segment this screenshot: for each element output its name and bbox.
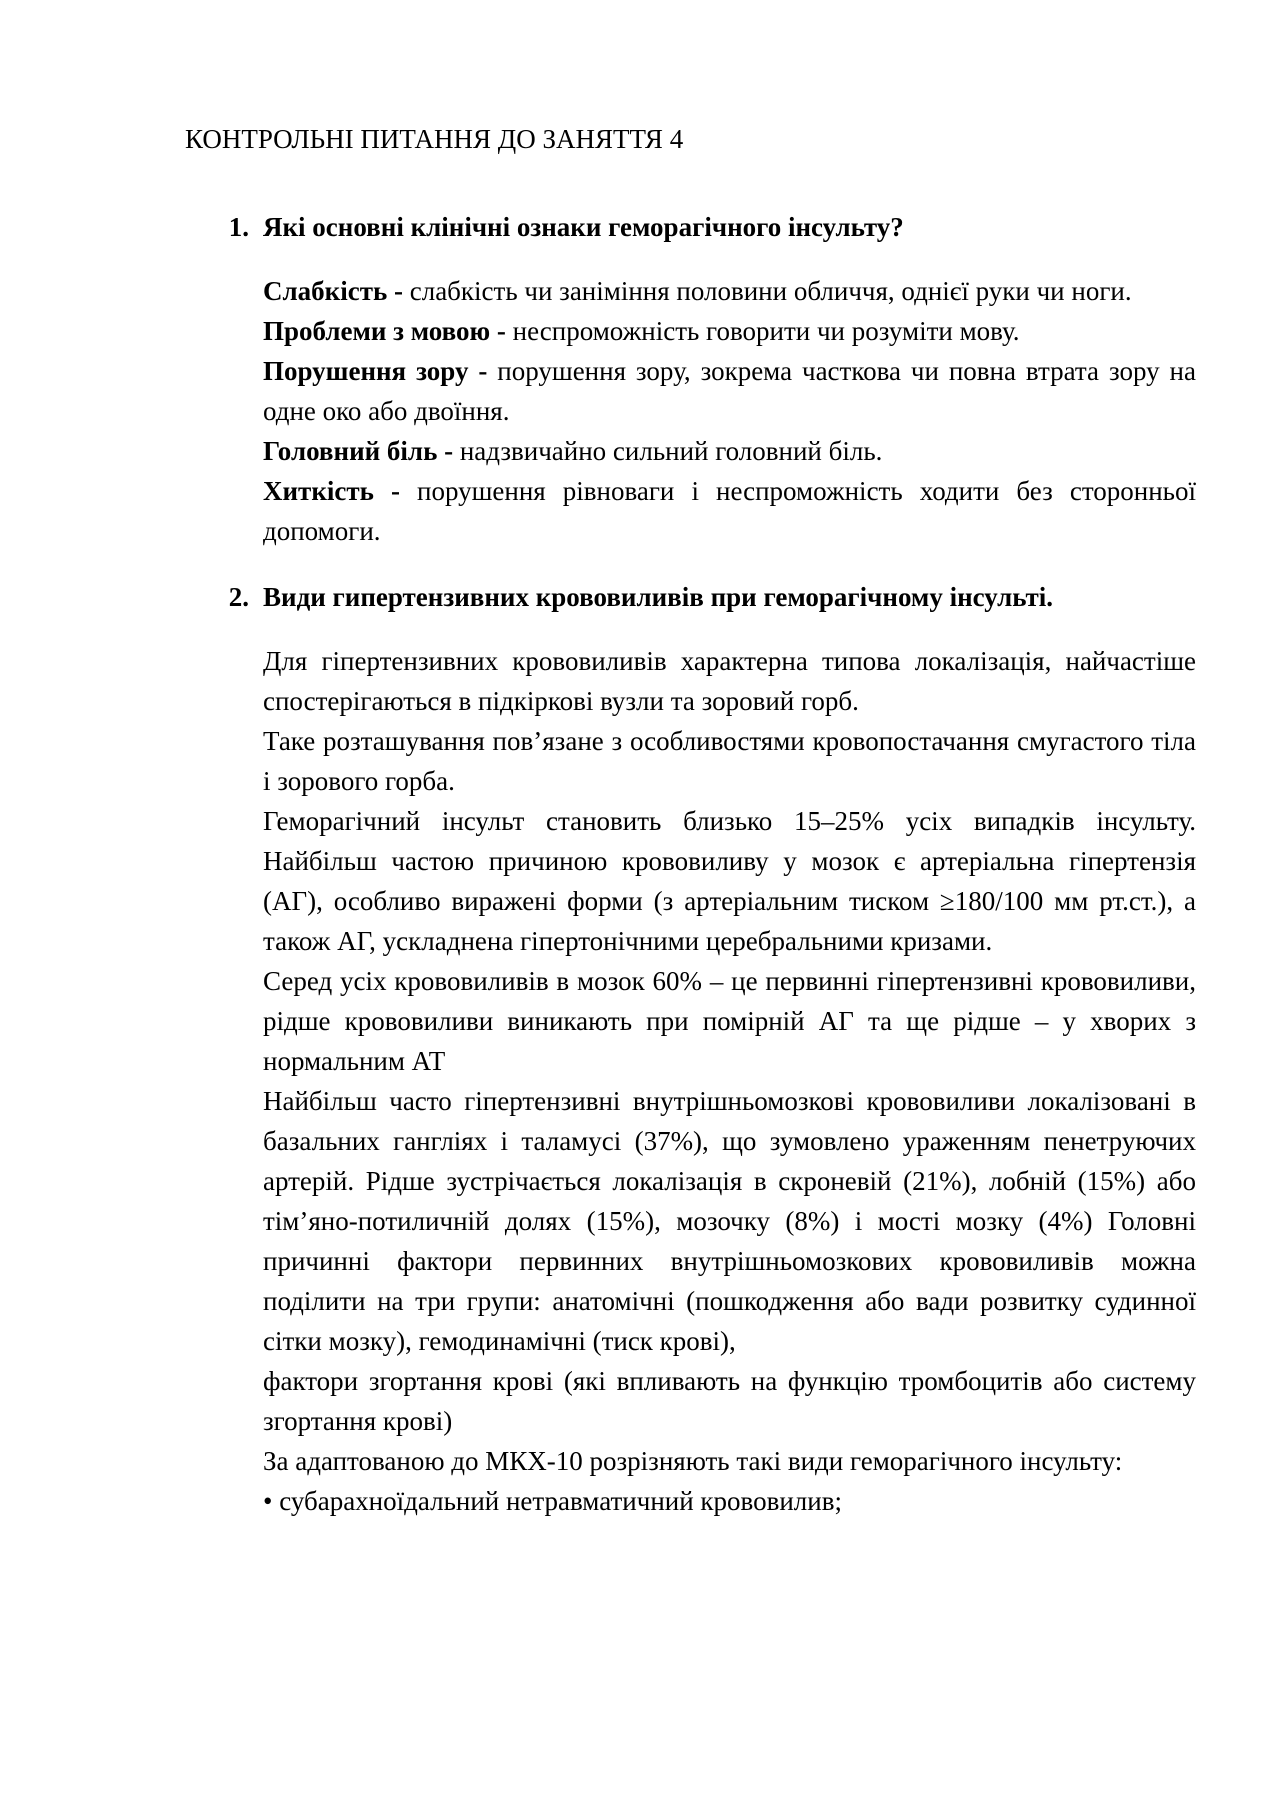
symptom-paragraph (263, 471, 1196, 551)
answer-paragraph: За адаптованою до МКХ-10 розрізняють такі види геморагічного інсульту: (263, 1446, 1123, 1476)
question-text: Які основні клінічні ознаки геморагічного інсульту? (263, 212, 904, 242)
question-1 (185, 207, 1196, 551)
answer-paragraph: фактори згортання крові (які впливають на функцію тромбоцитів або систему згортання крові) (263, 1366, 1196, 1436)
answer-1 (263, 271, 1196, 551)
question-2 (185, 577, 1196, 1521)
symptom-term: Проблеми з мовою - (263, 316, 506, 346)
questions-list (185, 207, 1196, 1521)
question-text: Види гипертензивних крововиливів при геморагічному інсульті. (263, 582, 1054, 612)
answer-paragraph: Таке розташування пов’язане з особливостями кровопостачання смугастого тіла і зорового горба. (263, 726, 1196, 796)
symptom-paragraph (263, 351, 1196, 431)
answer-paragraph: Найбільш часто гіпертензивні внутрішньомозкові крововиливи локалізовані в базальних гангліях і таламусі (37%), що зумовлено ураженням пенетруючих артерій. Рідше зустрічається локалізація в скроневій (21%), лобній (15%) або тім’яно-потиличній долях (15%), мозочку (8%) і мості мозку (4%) Головні причинні фактори первинних внутрішньомозкових крововиливів можна поділити на три групи: анатомічні (пошкодження або вади розвитку судинної сітки мозку), гемодинамічні (тиск крові), (263, 1086, 1196, 1356)
symptom-text: слабкість чи заніміння половини обличчя, однієї руки чи ноги. (402, 276, 1132, 306)
question-number: 1. (228, 212, 249, 242)
symptom-text: порушення рівноваги і неспроможність ходити без сторонньої допомоги. (263, 476, 1196, 546)
question-number: 2. (228, 582, 249, 612)
list-bullet-item: • субарахноїдальний нетравматичний крововилив; (263, 1486, 842, 1516)
symptom-term: Слабкість - (263, 276, 403, 306)
symptom-paragraph (263, 311, 1196, 351)
question-heading (185, 577, 1196, 617)
symptom-term: Головний біль - (263, 436, 454, 466)
symptom-text: неспроможність говорити чи розуміти мову. (505, 316, 1020, 346)
answer-2 (263, 641, 1196, 1521)
symptom-term: Порушення зору - (263, 356, 488, 386)
symptom-paragraph (263, 431, 1196, 471)
page-title: КОНТРОЛЬНІ ПИТАННЯ ДО ЗАНЯТТЯ 4 (185, 124, 684, 154)
answer-paragraph: Серед усіх крововиливів в мозок 60% – це первинні гіпертензивні крововиливи, рідше крововиливи виникають при помірній АГ та ще рідше – у хворих з нормальним АТ (263, 966, 1196, 1076)
question-heading (185, 207, 1196, 247)
answer-paragraph: Для гіпертензивних крововиливів характерна типова локалізація, найчастіше спостерігаються в підкіркові вузли та зоровий горб. (263, 646, 1196, 716)
symptom-text: порушення зору, зокрема часткова чи повна втрата зору на одне око або двоїння. (263, 356, 1196, 426)
symptom-paragraph (263, 271, 1196, 311)
symptom-term: Хиткість - (263, 476, 400, 506)
answer-paragraph: Геморагічний інсульт становить близько 15–25% усіх випадків інсульту. Найбільш частою причиною крововиливу у мозок є артеріальна гіпертензія (АГ), особливо виражені форми (з артеріальним тиском ≥180/100 мм рт.ст.), а також АГ, ускладнена гіпертонічними церебральними кризами. (263, 806, 1196, 956)
symptom-text: надзвичайно сильний головний біль. (453, 436, 883, 466)
